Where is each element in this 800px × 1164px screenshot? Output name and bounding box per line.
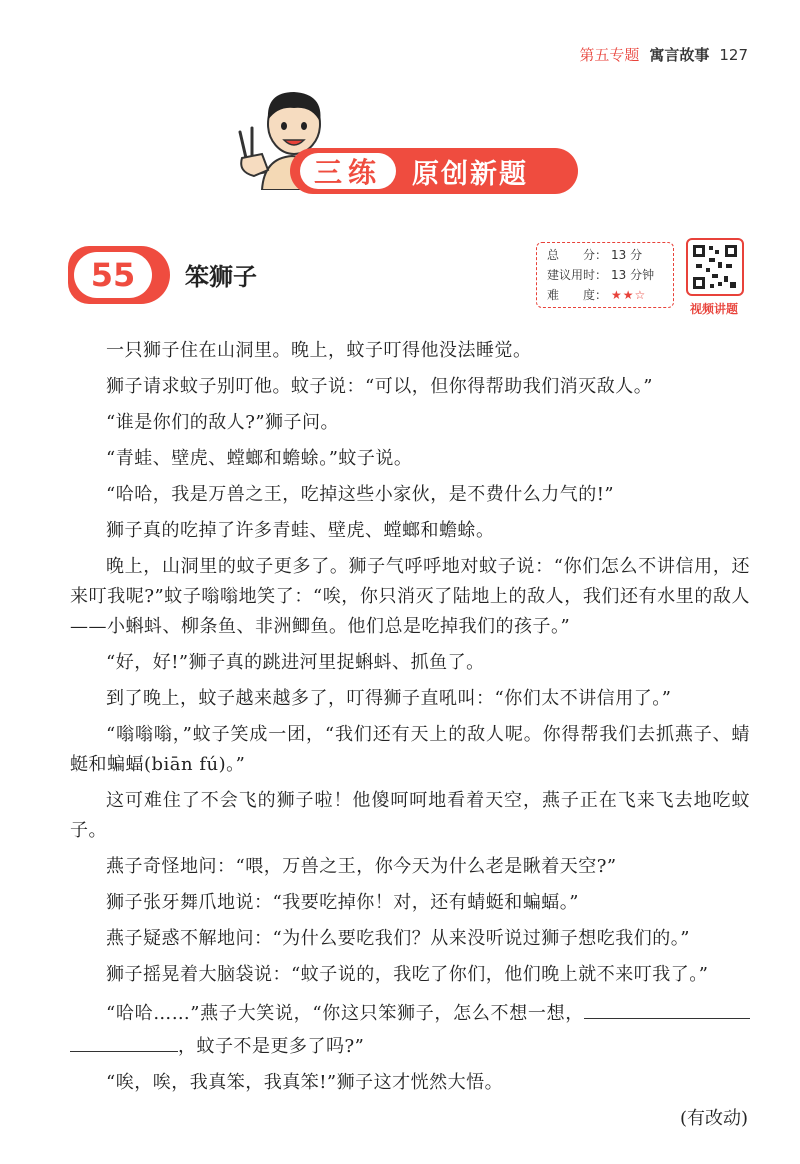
paragraph: 晚上，山洞里的蚊子更多了。狮子气呼呼地对蚊子说：“你们怎么不讲信用，还来叮我呢?”蚊子嗡嗡地笑了：“唉，你只消灭了陆地上的敌人，我们还有水里的敌人——小蝌蚪、柳条鱼、非洲鲫鱼。他们总是吃掉我们的孩子。”	[70, 556, 750, 637]
page-header	[579, 44, 748, 65]
paragraph: “哈哈，我是万兽之王，吃掉这些小家伙，是不费什么力气的!”	[106, 484, 615, 505]
total-value: 13 分	[611, 248, 643, 262]
difficulty-stars: ★★☆	[611, 288, 647, 302]
story-number: 55	[74, 252, 152, 298]
paragraph: 一只狮子住在山洞里。晚上，蚊子叮得他没法睡觉。	[106, 340, 532, 361]
qr-code-icon[interactable]	[686, 238, 744, 296]
page-number: 127	[719, 46, 748, 64]
paragraph: “青蛙、壁虎、螳螂和蟾蜍。”蚊子说。	[106, 448, 413, 469]
info-box	[536, 242, 674, 308]
paragraph: 狮子摇晃着大脑袋说：“蚊子说的，我吃了你们，他们晚上就不来叮我了。”	[106, 964, 709, 985]
story-body	[70, 336, 750, 1104]
paragraph: 燕子奇怪地问：“喂，万兽之王，你今天为什么老是瞅着天空?”	[106, 856, 617, 877]
paragraph: 燕子疑惑不解地问：“为什么要吃我们？从来没听说过狮子想吃我们的。”	[106, 928, 690, 949]
time-value: 13 分钟	[611, 268, 655, 282]
paragraph: 狮子张牙舞爪地说：“我要吃掉你！对，还有蜻蜓和蝙蝠。”	[106, 892, 579, 913]
paragraph: “嗡嗡嗡，”蚊子笑成一团，“我们还有天上的敌人呢。你得帮我们去抓燕子、蜻蜓和蝙蝠(biān fú)。”	[70, 724, 750, 775]
answer-blank[interactable]	[584, 996, 750, 1019]
paragraph: 到了晚上，蚊子越来越多了，叮得狮子直吼叫：“你们太不讲信用了。”	[106, 688, 672, 709]
video-lecture-label[interactable]: 视频讲题	[689, 302, 738, 316]
difficulty-label: 难 度：	[547, 288, 608, 302]
paragraph: 狮子真的吃掉了许多青蛙、壁虎、螳螂和蟾蜍。	[106, 520, 495, 541]
paragraph: “好，好!”狮子真的跳进河里捉蝌蚪、抓鱼了。	[106, 652, 485, 673]
paragraph: 这可难住了不会飞的狮子啦！他傻呵呵地看着天空，燕子正在飞来飞去地吃蚊子。	[70, 790, 750, 841]
practice-banner	[290, 148, 578, 194]
adaptation-note: (有改动)	[679, 1108, 748, 1129]
paragraph: 狮子请求蚊子别叮他。蚊子说：“可以，但你得帮助我们消灭敌人。”	[106, 376, 653, 397]
story-title: 笨狮子	[185, 263, 257, 291]
fill-blank-paragraph	[70, 996, 750, 1062]
paragraph: “唉，唉，我真笨，我真笨!”狮子这才恍然大悟。	[106, 1072, 504, 1093]
paragraph: “谁是你们的敌人?”狮子问。	[106, 412, 340, 433]
banner-text: 原创新题	[412, 158, 528, 190]
blank-after-text: ，蚊子不是更多了吗?”	[178, 1036, 365, 1057]
answer-blank-continued[interactable]	[70, 1029, 178, 1052]
blank-before-text: “哈哈……”燕子大笑说，“你这只笨狮子，怎么不想一想，	[106, 1003, 584, 1024]
chapter-label: 寓言故事	[649, 46, 710, 64]
total-label: 总 分：	[547, 248, 608, 262]
story-number-badge	[68, 246, 170, 304]
banner-pill: 三练	[300, 153, 396, 189]
section-label: 第五专题	[579, 46, 640, 64]
time-label: 建议用时：	[547, 268, 608, 282]
